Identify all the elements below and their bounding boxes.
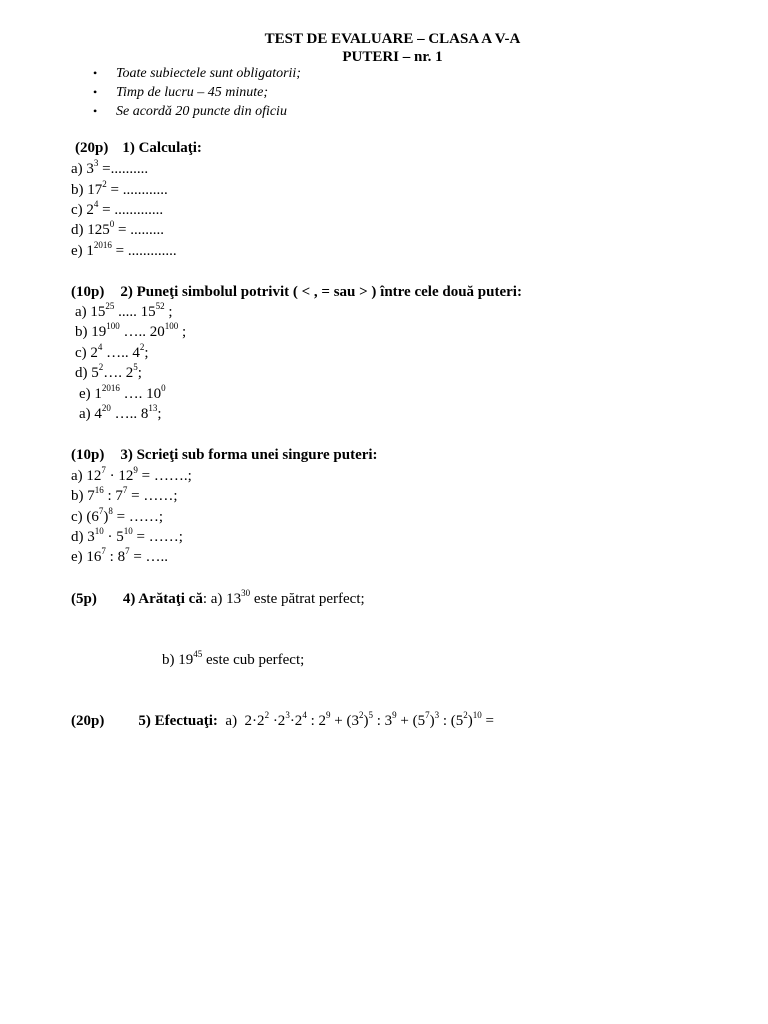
expr-exponent: 3 <box>285 710 290 720</box>
expr-text: ) <box>363 713 369 729</box>
q1-points: (20p) <box>75 140 109 156</box>
bullet-icon: • <box>93 85 98 99</box>
q1-title: 1) Calculaţi: <box>122 140 202 156</box>
q3-item: c) $(6^7)^8$ = ……; <box>71 506 164 525</box>
q2-item: a) $4^{20}$ ….. $8^{13}$; <box>79 403 162 422</box>
q2-item: d) $5^2\dots$. $2^5$; <box>75 362 142 381</box>
q3-item: d) $3^{10} \cdot 5^{10}$ = ……; <box>71 526 183 545</box>
expr-exponent: 2 <box>264 710 270 720</box>
q1-item: d) $125^0$ = ......... <box>71 219 164 238</box>
q1-item: e) $1^{2016}$ = ............. <box>71 240 177 259</box>
expr-text: : 3 <box>372 713 393 729</box>
expr-text: ·2 <box>269 713 286 729</box>
expr-exponent: 4 <box>302 710 307 720</box>
expr-text: : (5 <box>439 713 464 729</box>
expr-text: + (3 <box>330 713 359 729</box>
expr-exponent: 7 <box>425 710 430 720</box>
bullet-icon: • <box>93 104 98 118</box>
q2-item: e) $1^{2016}$ …. $10^0$ <box>79 383 166 402</box>
q1-item: c) $2^4$ = ............. <box>71 199 164 218</box>
rule-item: • Timp de lucru – 45 minute; <box>93 85 269 100</box>
expr-exponent: 2 <box>463 710 468 720</box>
expr-exponent: 2 <box>358 710 364 720</box>
q2-item: a) $15^{25}$ ..... $15^{52}$ ; <box>75 301 173 320</box>
q1-item: a) $3^3$ =.......... <box>71 158 149 177</box>
q3-item: a) $12^7 \cdot 12^9$ = …….; <box>71 465 192 484</box>
q3-heading <box>71 445 378 465</box>
bullet-icon: • <box>93 66 98 80</box>
q5-points: (20p) <box>71 713 105 729</box>
q1-heading <box>75 138 202 158</box>
q3-points: (10p) <box>71 447 105 463</box>
q5-title: 5) Efectuaţi: <box>138 713 218 729</box>
q3-title: 3) Scrieţi sub forma unei singure puteri: <box>120 447 378 463</box>
q2-points: (10p) <box>71 284 105 300</box>
q4-title: 4) Arătaţi că <box>122 591 203 607</box>
test-title: TEST DE EVALUARE – CLASA A V-A <box>264 31 521 47</box>
q3-item: b) $7^{16}$ : $7^7$ = ……; <box>71 485 178 504</box>
q4-heading: (5p) 4) Arătaţi că: a) $13^{30}$ este pătrat perfect; <box>71 588 365 607</box>
q3-item: e) $16^7$ : $8^7$ = ….. <box>71 546 169 565</box>
rule-item: • Se acordă 20 puncte din oficiu <box>93 104 287 119</box>
q5-expression <box>217 710 494 729</box>
expr-text: a) 2·2 <box>217 713 265 729</box>
expr-exponent: 9 <box>392 710 397 720</box>
q5-heading <box>71 711 494 731</box>
q4-points: (5p) <box>71 591 97 607</box>
expr-text: ) <box>467 713 473 729</box>
expr-text: : 2 <box>306 713 326 729</box>
expr-text: = <box>481 713 494 729</box>
q2-item: b) $19^{100}$ ….. $20^{100}$ ; <box>75 321 187 340</box>
q2-heading <box>71 282 522 302</box>
q2-item: c) $2^4$ ….. $4^2$; <box>75 342 149 361</box>
test-subtitle: PUTERI – nr. 1 <box>342 49 443 65</box>
expr-exponent: 9 <box>325 710 331 720</box>
expr-text: + (5 <box>396 713 426 729</box>
expr-text: ·2 <box>289 713 303 729</box>
q4-part-b: b) $19^{45}$ este cub perfect; <box>162 649 305 668</box>
expr-exponent: 3 <box>434 710 440 720</box>
rules-list <box>93 64 301 121</box>
expr-exponent: 5 <box>368 710 373 720</box>
q2-title: 2) Puneţi simbolul potrivit ( < , = sau > ) între cele două puteri: <box>120 284 522 300</box>
expr-exponent: 10 <box>472 710 482 720</box>
expr-text: ) <box>429 713 435 729</box>
q1-item: b) $17^2$ = ............ <box>71 179 168 198</box>
rule-item: • Toate subiectele sunt obligatorii; <box>93 66 301 81</box>
